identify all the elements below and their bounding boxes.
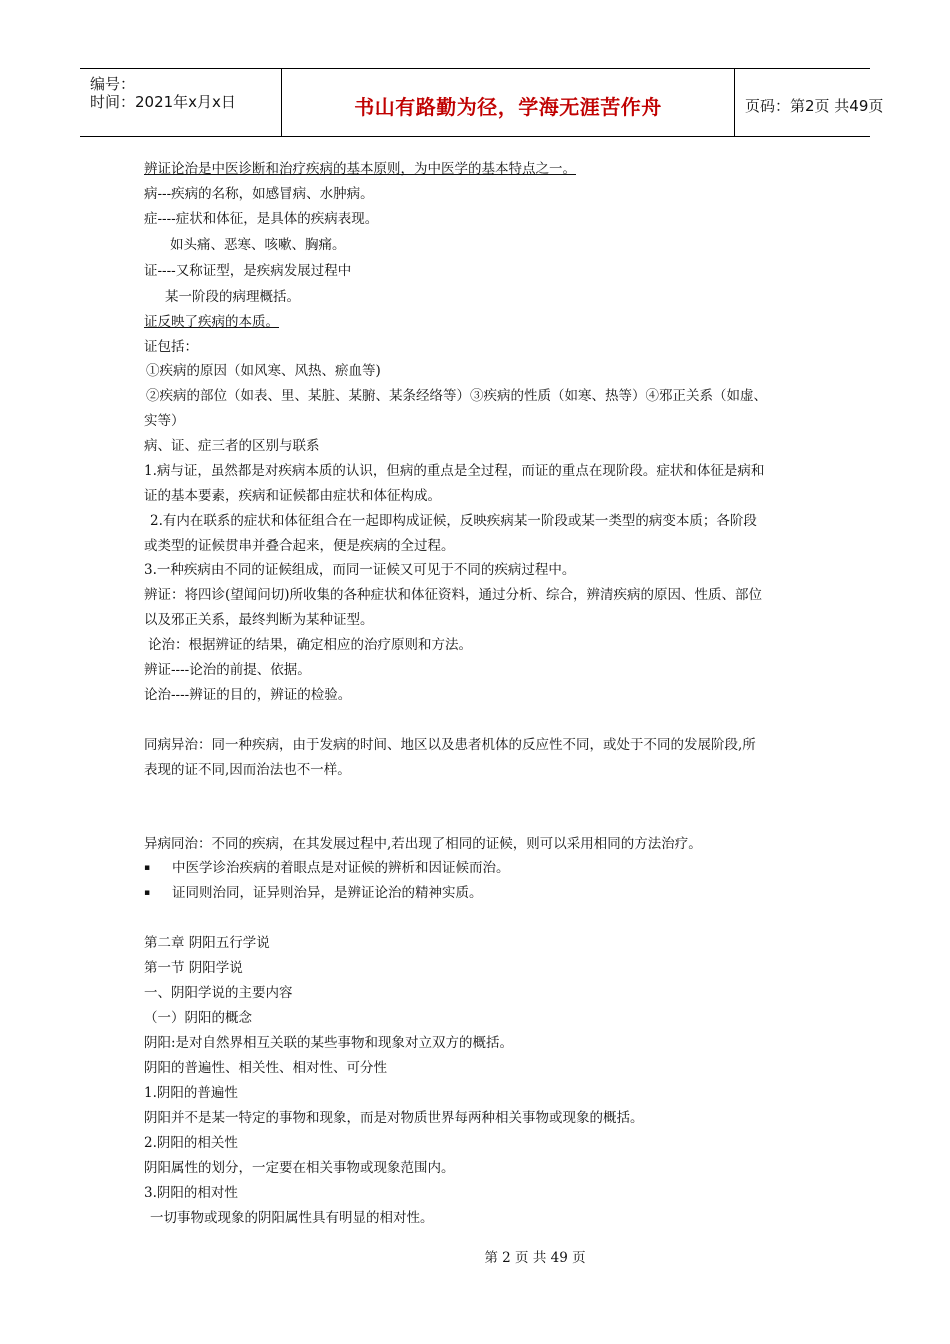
body-line: ②疾病的部位（如表、里、某脏、某腑、某条经络等）③疾病的性质（如寒、热等）④邪正关系（如虚、 [146, 388, 767, 404]
body-line: 阴阳并不是某一特定的事物和现象，而是对物质世界每两种相关事物或现象的概括。 [144, 1110, 644, 1126]
bullet-item: 证同则治同，证异则治异，是辨证论治的精神实质。 [172, 885, 483, 901]
body-line: 证----又称证型，是疾病发展过程中 [144, 263, 352, 279]
bullet-icon: ▪ [144, 888, 151, 898]
header-info-cell [80, 69, 282, 136]
page-code: 页码：第2页 共49页 [745, 97, 884, 115]
body-line: 阴阳的普遍性、相关性、相对性、可分性 [144, 1060, 387, 1076]
body-line: 辨证----论治的前提、依据。 [144, 662, 311, 678]
bullet-icon: ▪ [144, 863, 151, 873]
body-line: 证的基本要素，疾病和证候都由症状和体征构成。 [144, 488, 441, 504]
subsection-heading: 一、阴阳学说的主要内容 [144, 985, 293, 1001]
body-line: 2.有内在联系的症状和体征组合在一起即构成证候，反映疾病某一阶段或某一类型的病变本质；各阶段 [150, 513, 757, 529]
body-line: 1.病与证，虽然都是对疾病本质的认识，但病的重点是全过程，而证的重点在现阶段。症状和体征是病和 [144, 463, 765, 479]
number-label: 编号： [90, 75, 136, 93]
body-line: 以及邪正关系，最终判断为某种证型。 [144, 612, 374, 628]
body-line: 同病异治：同一种疾病，由于发病的时间、地区以及患者机体的反应性不同，或处于不同的发展阶段,所 [144, 737, 756, 753]
body-line: ①疾病的原因（如风寒、风热、瘀血等) [146, 363, 381, 379]
body-line: 辨证论治是中医诊断和治疗疾病的基本原则，为中医学的基本特点之一。 [144, 161, 576, 177]
body-line: 某一阶段的病理概括。 [165, 289, 300, 305]
body-line: 或类型的证候贯串并叠合起来，便是疾病的全过程。 [144, 538, 455, 554]
body-line: 3.阴阳的相对性 [144, 1185, 238, 1201]
body-line: 实等） [144, 413, 185, 429]
subsection-heading: （一）阴阳的概念 [144, 1010, 252, 1026]
body-line: 辨证：将四诊(望闻问切)所收集的各种症状和体征资料，通过分析、综合，辨清疾病的原因、性质、部位 [144, 587, 763, 603]
body-line: 病、证、症三者的区别与联系 [144, 438, 320, 454]
body-line: 异病同治：不同的疾病，在其发展过程中,若出现了相同的证候，则可以采用相同的方法治疗。 [144, 836, 702, 852]
header-motto-cell [282, 69, 735, 136]
bullet-item: 中医学诊治疾病的着眼点是对证候的辨析和因证候而治。 [172, 860, 510, 876]
body-line: 论治：根据辨证的结果，确定相应的治疗原则和方法。 [148, 637, 472, 653]
chapter-heading: 第二章 阴阳五行学说 [144, 935, 270, 951]
header-page-cell [735, 69, 884, 136]
time-label: 时间：2021年x月x日 [90, 93, 236, 111]
body-line: 3.一种疾病由不同的证候组成，而同一证候又可见于不同的疾病过程中。 [144, 562, 576, 578]
body-line: 证反映了疾病的本质。 [144, 314, 279, 330]
body-line: 一切事物或现象的阴阳属性具有明显的相对性。 [150, 1210, 434, 1226]
body-line: 论治----辨证的目的，辨证的检验。 [144, 687, 352, 703]
body-line: 病---疾病的名称，如感冒病、水肿病。 [144, 186, 374, 202]
body-line: 表现的证不同,因而治法也不一样。 [144, 762, 351, 778]
body-line: 阴阳:是对自然界相互关联的某些事物和现象对立双方的概括。 [144, 1035, 514, 1051]
page-footer: 第 2 页 共 49 页 [484, 1250, 586, 1266]
body-line: 如头痛、恶寒、咳嗽、胸痛。 [170, 237, 346, 253]
body-line: 2.阴阳的相关性 [144, 1135, 238, 1151]
page-header [80, 68, 884, 137]
motto: 书山有路勤为径，学海无涯苦作舟 [354, 95, 662, 119]
body-line: 1.阴阳的普遍性 [144, 1085, 238, 1101]
body-line: 症----症状和体征，是具体的疾病表现。 [144, 211, 379, 227]
body-line: 阴阳属性的划分，一定要在相关事物或现象范围内。 [144, 1160, 455, 1176]
section-heading: 第一节 阴阳学说 [144, 960, 243, 976]
body-line: 证包括： [144, 339, 198, 355]
